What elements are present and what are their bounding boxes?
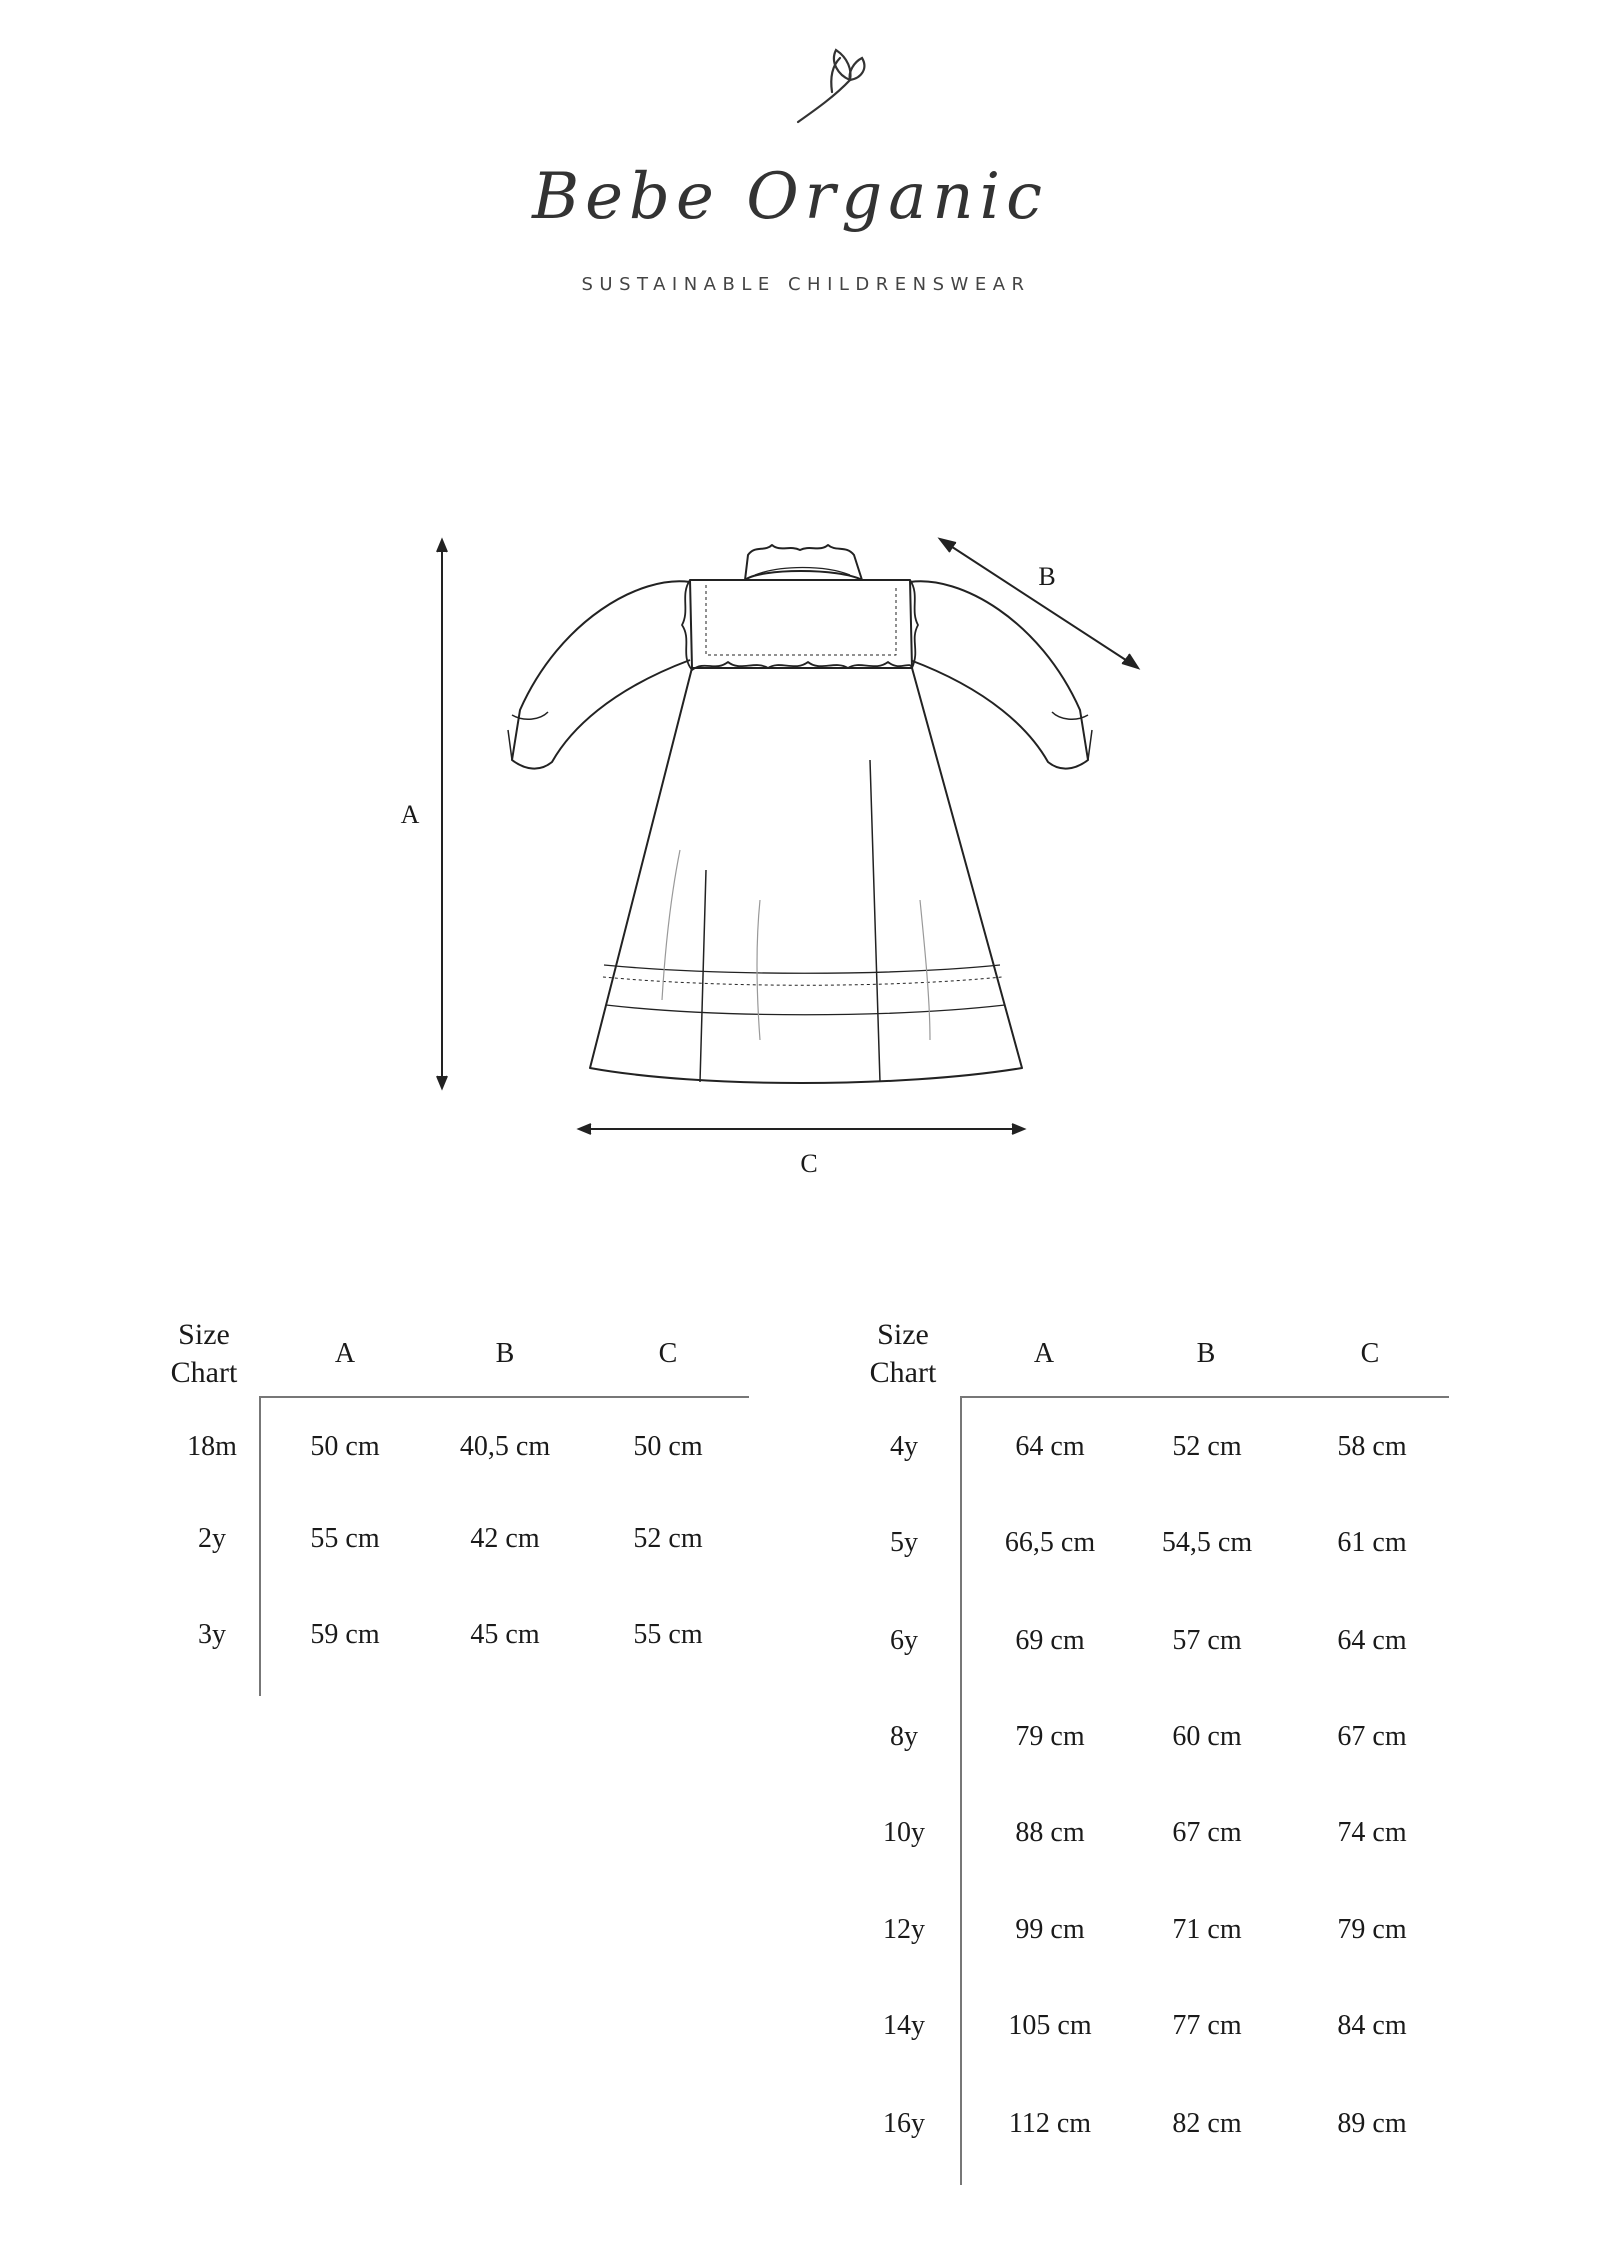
size-chart-title: [870, 1316, 937, 1392]
measurement-cell-b: 57 cm: [1172, 1625, 1242, 1656]
size-label: 5y: [890, 1527, 918, 1558]
measurement-cell-b: 45 cm: [470, 1619, 540, 1650]
measurement-cell-b: 82 cm: [1172, 2108, 1242, 2139]
measurement-cell-c: 89 cm: [1337, 2108, 1407, 2139]
size-label: 6y: [890, 1625, 918, 1656]
column-header-c: C: [1360, 1338, 1380, 1369]
size-label: 2y: [198, 1523, 226, 1554]
title-line-chart: Chart: [869, 1356, 937, 1389]
size-label: 4y: [890, 1431, 918, 1462]
measurement-cell-a: 79 cm: [1015, 1721, 1085, 1752]
size-label: 14y: [883, 2010, 925, 2041]
measurement-cell-b: 60 cm: [1172, 1721, 1242, 1752]
dimension-label-c: C: [800, 1149, 818, 1178]
row-divider: [960, 1396, 962, 2185]
measurement-cell-b: 52 cm: [1172, 1431, 1242, 1462]
measurement-cell-a: 66,5 cm: [1004, 1527, 1096, 1558]
column-header-b: B: [495, 1338, 515, 1369]
column-header-b: B: [1196, 1338, 1216, 1369]
measurement-cell-a: 50 cm: [310, 1431, 380, 1462]
measurement-cell-a: 64 cm: [1015, 1431, 1085, 1462]
measurement-cell-b: 40,5 cm: [459, 1431, 551, 1462]
dress-drawing: [508, 545, 1092, 1083]
measurement-cell-c: 64 cm: [1337, 1625, 1407, 1656]
header-divider: [259, 1396, 749, 1398]
measurement-cell-c: 79 cm: [1337, 1914, 1407, 1945]
measurement-cell-c: 74 cm: [1337, 1817, 1407, 1848]
dimension-arrow-b: [940, 539, 1138, 668]
measurement-cell-c: 58 cm: [1337, 1431, 1407, 1462]
column-header-a: A: [334, 1338, 356, 1369]
measurement-cell-b: 67 cm: [1172, 1817, 1242, 1848]
measurement-cell-b: 42 cm: [470, 1523, 540, 1554]
size-chart-title: [171, 1316, 238, 1392]
title-line-chart: Chart: [170, 1356, 238, 1389]
size-label: 12y: [883, 1914, 925, 1945]
title-line-size: Size: [178, 1318, 230, 1351]
measurement-cell-c: 61 cm: [1337, 1527, 1407, 1558]
brand-name: Bebe Organic: [532, 160, 1048, 234]
dimension-label-a: A: [400, 800, 420, 829]
dimension-label-b: B: [1038, 562, 1056, 591]
title-line-size: Size: [877, 1318, 929, 1351]
measurement-cell-b: 54,5 cm: [1161, 1527, 1253, 1558]
measurement-cell-b: 77 cm: [1172, 2010, 1242, 2041]
size-label: 10y: [883, 1817, 925, 1848]
leaf-logo-icon: [798, 50, 864, 122]
header-divider: [960, 1396, 1449, 1398]
column-header-a: A: [1033, 1338, 1055, 1369]
size-label: 3y: [198, 1619, 226, 1650]
measurement-cell-c: 84 cm: [1337, 2010, 1407, 2041]
measurement-cell-c: 55 cm: [633, 1619, 703, 1650]
measurement-cell-c: 50 cm: [633, 1431, 703, 1462]
measurement-cell-a: 69 cm: [1015, 1625, 1085, 1656]
measurement-cell-a: 55 cm: [310, 1523, 380, 1554]
measurement-cell-b: 71 cm: [1172, 1914, 1242, 1945]
measurement-cell-a: 59 cm: [310, 1619, 380, 1650]
dimension-arrow-a: [437, 540, 447, 1088]
dimension-arrow-c: [579, 1124, 1024, 1134]
measurement-cell-a: 112 cm: [1008, 2108, 1092, 2139]
size-label: 18m: [187, 1431, 237, 1462]
measurement-cell-a: 88 cm: [1015, 1817, 1085, 1848]
size-label: 8y: [890, 1721, 918, 1752]
measurement-cell-a: 99 cm: [1015, 1914, 1085, 1945]
size-label: 16y: [883, 2108, 925, 2139]
brand-tagline: SUSTAINABLE CHILDRENSWEAR: [581, 274, 1031, 295]
measurement-cell-c: 52 cm: [633, 1523, 703, 1554]
column-header-c: C: [658, 1338, 678, 1369]
row-divider: [259, 1396, 261, 1696]
measurement-cell-c: 67 cm: [1337, 1721, 1407, 1752]
measurement-cell-a: 105 cm: [1008, 2010, 1092, 2041]
